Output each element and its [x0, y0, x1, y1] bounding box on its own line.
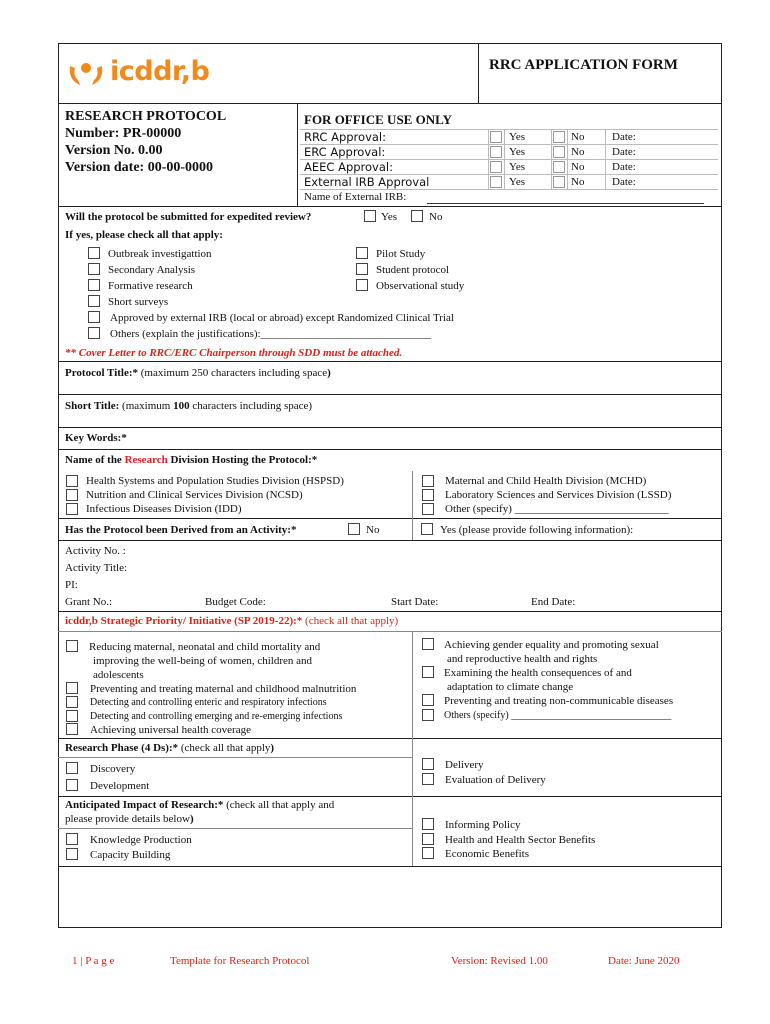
priority-right-line-4: adaptation to climate change [447, 681, 574, 693]
erc-yes-label: Yes [509, 146, 526, 158]
protocol-title-label: Protocol Title:* [65, 367, 139, 379]
external-irb-approval-label: External IRB Approval [304, 175, 430, 189]
capacity-building-label: Capacity Building [90, 849, 171, 861]
approved-external-irb-checkbox[interactable] [88, 311, 100, 323]
development-label: Development [90, 780, 150, 792]
capacity-building-checkbox[interactable] [66, 848, 78, 860]
evaluation-delivery-checkbox[interactable] [422, 773, 434, 785]
division-heading-pre: Name of the [65, 454, 125, 466]
division-heading [65, 454, 317, 466]
aeec-yes-checkbox[interactable] [490, 161, 502, 173]
idd-label: Infectious Diseases Division (IDD) [86, 503, 242, 515]
phase-heading [65, 742, 274, 754]
delivery-checkbox[interactable] [422, 758, 434, 770]
rrc-date-label: Date: [612, 131, 636, 143]
activity-no-field[interactable]: Activity No. : [65, 545, 126, 557]
pilot-study-checkbox[interactable] [356, 247, 368, 259]
footer-version: Version: Revised 1.00 [451, 955, 548, 967]
delivery-label: Delivery [445, 759, 484, 771]
mchd-checkbox[interactable] [422, 475, 434, 487]
observational-study-label: Observational study [376, 280, 465, 292]
development-checkbox[interactable] [66, 779, 78, 791]
informing-policy-label: Informing Policy [445, 819, 521, 831]
erc-no-label: No [571, 146, 585, 158]
expedited-no-checkbox[interactable] [411, 210, 423, 222]
grant-no-field[interactable]: Grant No.: [65, 596, 113, 608]
aeec-date-label: Date: [612, 161, 636, 173]
universal-coverage-checkbox[interactable] [66, 723, 78, 735]
expedited-yes-checkbox[interactable] [364, 210, 376, 222]
others-priority-checkbox[interactable] [422, 709, 434, 721]
logo-text: icddr,b [110, 56, 210, 87]
priority-right-line-1: Achieving gender equality and promoting sexual [444, 639, 659, 651]
others-justification-label: Others (explain the justifications):_______________________________ [110, 328, 432, 340]
aeec-yes-label: Yes [509, 161, 526, 173]
malnutrition-checkbox[interactable] [66, 682, 78, 694]
knowledge-production-label: Knowledge Production [90, 834, 192, 846]
hspsd-checkbox[interactable] [66, 475, 78, 487]
rrc-approval-label: RRC Approval: [304, 130, 386, 144]
short-title-label: Short Title: [65, 400, 120, 412]
priority-left-line-3: adolescents [93, 669, 144, 681]
logo-mark-icon [64, 56, 108, 90]
rrc-yes-label: Yes [509, 131, 526, 143]
activity-yes-checkbox[interactable] [421, 523, 433, 535]
knowledge-production-checkbox[interactable] [66, 833, 78, 845]
priority-left-line-4: Preventing and treating maternal and childhood malnutrition [90, 683, 357, 695]
short-surveys-checkbox[interactable] [88, 295, 100, 307]
priority-left-line-2: improving the well-being of women, children and [93, 655, 313, 667]
cover-letter-note: ** Cover Letter to RRC/ERC Chairperson through SDD must be attached. [65, 347, 403, 359]
impact-heading-note1: (check all that apply and [223, 799, 335, 811]
short-title-row[interactable] [65, 400, 312, 412]
protocol-title-close: ) [327, 367, 331, 379]
key-words-label: Key Words:* [65, 432, 127, 444]
phase-heading-close: ) [270, 742, 275, 754]
erc-approval-label: ERC Approval: [304, 145, 386, 159]
office-heading: FOR OFFICE USE ONLY [304, 112, 452, 127]
reducing-mortality-checkbox[interactable] [66, 640, 78, 652]
end-date-field[interactable]: End Date: [531, 596, 576, 608]
formative-research-label: Formative research [108, 280, 193, 292]
priority-left-line-1: Reducing maternal, neonatal and child mortality and [89, 641, 321, 653]
aeec-approval-label: AEEC Approval: [304, 160, 393, 174]
short-title-rest: characters including space) [189, 400, 313, 412]
impact-heading-note2: please provide details below [65, 813, 190, 825]
lssd-label: Laboratory Sciences and Services Division (LSSD) [445, 489, 672, 501]
erc-no-checkbox[interactable] [553, 146, 565, 158]
division-heading-post: Division Hosting the Protocol:* [167, 454, 318, 466]
ncd-checkbox[interactable] [422, 694, 434, 706]
activity-yes-label: Yes (please provide following information): [440, 524, 634, 536]
protocol-version: Version No. 0.00 [65, 143, 163, 158]
outbreak-checkbox[interactable] [88, 247, 100, 259]
ncsd-checkbox[interactable] [66, 489, 78, 501]
discovery-checkbox[interactable] [66, 762, 78, 774]
priority-right-line-6: Others (specify) ________________________________ [444, 710, 672, 721]
other-division-label: Other (specify) ____________________________ [445, 503, 669, 515]
footer-template: Template for Research Protocol [170, 955, 310, 967]
phase-heading-note: (check all that apply [178, 742, 271, 754]
short-title-num: 100 [173, 400, 190, 412]
form-title: RRC APPLICATION FORM [489, 57, 678, 73]
external-irb-name-field[interactable] [427, 203, 704, 204]
budget-code-field[interactable]: Budget Code: [205, 596, 266, 608]
expedited-no-label: No [429, 211, 443, 223]
priority-left-line-6: Detecting and controlling emerging and re-emerging infections [90, 711, 343, 722]
other-division-checkbox[interactable] [422, 503, 434, 515]
priority-right-line-2: and reproductive health and rights [447, 653, 598, 665]
priority-heading-note: (check all that apply) [302, 615, 399, 627]
irb-yes-label: Yes [509, 176, 526, 188]
activity-title-field[interactable]: Activity Title: [65, 562, 128, 574]
irb-no-label: No [571, 176, 585, 188]
priority-left-line-7: Achieving universal health coverage [90, 724, 251, 736]
mchd-label: Maternal and Child Health Division (MCHD) [445, 475, 647, 487]
observational-study-checkbox[interactable] [356, 279, 368, 291]
expedited-question: Will the protocol be submitted for expedited review? [65, 211, 312, 223]
erc-date-label: Date: [612, 146, 636, 158]
impact-heading-text: Anticipated Impact of Research:* [65, 799, 224, 811]
economic-benefits-checkbox[interactable] [422, 847, 434, 859]
climate-change-checkbox[interactable] [422, 666, 434, 678]
secondary-analysis-label: Secondary Analysis [108, 264, 196, 276]
start-date-field[interactable]: Start Date: [391, 596, 439, 608]
formative-research-checkbox[interactable] [88, 279, 100, 291]
protocol-title-note: (maximum 250 characters including space [138, 367, 328, 379]
footer-date: Date: June 2020 [608, 955, 680, 967]
expedited-yes-label: Yes [381, 211, 398, 223]
activity-no-label: No [366, 524, 380, 536]
irb-yes-checkbox[interactable] [490, 176, 502, 188]
impact-heading-close: ) [189, 813, 194, 825]
irb-no-checkbox[interactable] [553, 176, 565, 188]
aeec-no-checkbox[interactable] [553, 161, 565, 173]
aeec-no-label: No [571, 161, 585, 173]
protocol-title-row[interactable] [65, 367, 331, 379]
ncsd-label: Nutrition and Clinical Services Division (NCSD) [86, 489, 303, 501]
external-irb-name-label: Name of External IRB: [304, 191, 407, 203]
protocol-number: Number: PR-00000 [65, 126, 182, 141]
priority-left-line-5: Detecting and controlling enteric and respiratory infections [90, 697, 327, 708]
hspsd-label: Health Systems and Population Studies Division (HSPSD) [86, 475, 344, 487]
footer-page: 1 | P a g e [72, 955, 115, 967]
activity-no-checkbox[interactable] [348, 523, 360, 535]
health-benefits-checkbox[interactable] [422, 833, 434, 845]
student-protocol-checkbox[interactable] [356, 263, 368, 275]
pi-field[interactable]: PI: [65, 579, 78, 591]
emerging-infections-checkbox[interactable] [66, 710, 78, 722]
rrc-no-checkbox[interactable] [553, 131, 565, 143]
priority-right-line-3: Examining the health consequences of and [444, 667, 632, 679]
check-all-instruction: If yes, please check all that apply: [65, 229, 223, 241]
secondary-analysis-checkbox[interactable] [88, 263, 100, 275]
rrc-yes-checkbox[interactable] [490, 131, 502, 143]
division-heading-red: Research [124, 454, 168, 466]
priority-heading [65, 615, 398, 627]
activity-question: Has the Protocol been Derived from an Activity:* [65, 524, 297, 536]
approved-external-irb-label: Approved by external IRB (local or abroad) except Randomized Clinical Trial [110, 312, 454, 324]
idd-checkbox[interactable] [66, 503, 78, 515]
health-benefits-label: Health and Health Sector Benefits [445, 834, 596, 846]
student-protocol-label: Student protocol [376, 264, 450, 276]
rrc-no-label: No [571, 131, 585, 143]
phase-heading-text: Research Phase (4 Ds):* [65, 742, 179, 754]
impact-heading [65, 799, 334, 811]
enteric-respiratory-checkbox[interactable] [66, 696, 78, 708]
evaluation-delivery-label: Evaluation of Delivery [445, 774, 546, 786]
erc-yes-checkbox[interactable] [490, 146, 502, 158]
priority-heading-text: icddr,b Strategic Priority/ Initiative (SP 2019-22):* [65, 615, 303, 627]
economic-benefits-label: Economic Benefits [445, 848, 530, 860]
irb-date-label: Date: [612, 176, 636, 188]
informing-policy-checkbox[interactable] [422, 818, 434, 830]
discovery-label: Discovery [90, 763, 136, 775]
gender-equality-checkbox[interactable] [422, 638, 434, 650]
impact-heading-line2 [65, 813, 194, 825]
short-title-open: (maximum [119, 400, 174, 412]
others-justification-checkbox[interactable] [88, 327, 100, 339]
outbreak-label: Outbreak investigattion [108, 248, 212, 260]
priority-right-line-5: Preventing and treating non-communicable diseases [444, 695, 674, 707]
short-surveys-label: Short surveys [108, 296, 169, 308]
protocol-version-date: Version date: 00-00-0000 [65, 160, 214, 175]
pilot-study-label: Pilot Study [376, 248, 426, 260]
protocol-heading: RESEARCH PROTOCOL [65, 109, 227, 124]
lssd-checkbox[interactable] [422, 489, 434, 501]
